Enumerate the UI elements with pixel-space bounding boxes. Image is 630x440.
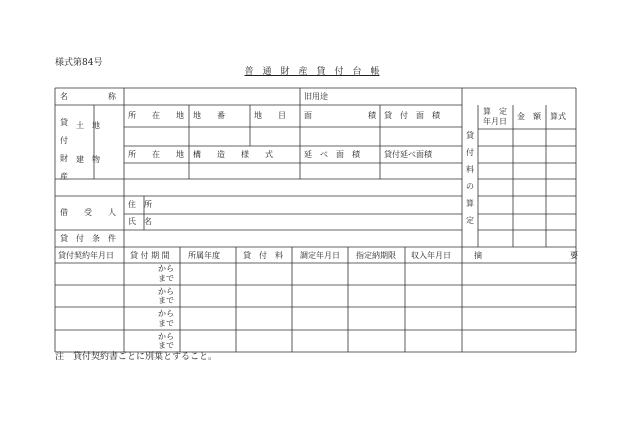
period-from: から — [158, 287, 174, 296]
header-lend-period: 貸 付 期 間 — [130, 251, 170, 260]
header-assessment-date: 調定年月日 — [300, 251, 340, 260]
calc-date-label-1: 算 定 — [483, 107, 507, 116]
period-to: まで — [158, 296, 174, 305]
lend-property-label: 貸 付 財 産 — [60, 118, 68, 181]
building-header-location: 所 在 地 — [128, 150, 184, 159]
terms-label: 貸 付 条 件 — [60, 234, 116, 243]
calc-date-label-2: 年月日 — [483, 117, 507, 126]
header-receipt-date: 収入年月日 — [411, 251, 451, 260]
header-contract-date: 貸付契約年月日 — [58, 251, 114, 260]
land-header-lot: 地 番 — [193, 111, 225, 120]
header-due-date: 指定納期限 — [356, 251, 396, 260]
footnote: 注 貸付契約書ごとに別葉とすること。 — [55, 352, 218, 362]
formula-label: 算式 — [550, 112, 566, 121]
borrower-label: 借 受 人 — [60, 208, 116, 217]
period-from: から — [158, 264, 174, 273]
land-header-category: 地 目 — [254, 111, 286, 120]
building-header-floor-area: 延 べ 面 積 — [304, 150, 360, 159]
form-number: 様式第84号 — [55, 58, 103, 68]
header-fiscal-year: 所属年度 — [188, 251, 220, 260]
period-from: から — [158, 332, 174, 341]
period-to: まで — [158, 274, 174, 283]
land-header-lend-area: 貸 付 面 積 — [384, 111, 440, 120]
name-label: 名 称 — [60, 92, 116, 101]
period-to: まで — [158, 319, 174, 328]
header-lend-fee: 貸 付 料 — [243, 251, 283, 260]
period-to: まで — [158, 341, 174, 350]
lend-fee-calc-label: 貸 付 料 の 算 定 — [466, 131, 474, 225]
address-label: 住 所 — [128, 200, 152, 209]
building-header-lend-floor-area: 貸付延べ面積 — [384, 150, 432, 159]
period-from: から — [158, 309, 174, 318]
land-header-location: 所 在 地 — [128, 111, 184, 120]
page-title: 普 通 財 産 貸 付 台 帳 — [244, 67, 380, 77]
building-label: 建 物 — [76, 155, 100, 164]
building-header-structure: 構 造 様 式 — [193, 150, 273, 159]
header-remarks: 摘 要 — [474, 251, 578, 260]
former-use-label: 旧用途 — [304, 92, 328, 101]
land-label: 土 地 — [76, 121, 100, 130]
land-header-area: 面 積 — [304, 111, 376, 120]
amount-label: 金 額 — [517, 112, 541, 121]
person-name-label: 氏 名 — [128, 217, 152, 226]
